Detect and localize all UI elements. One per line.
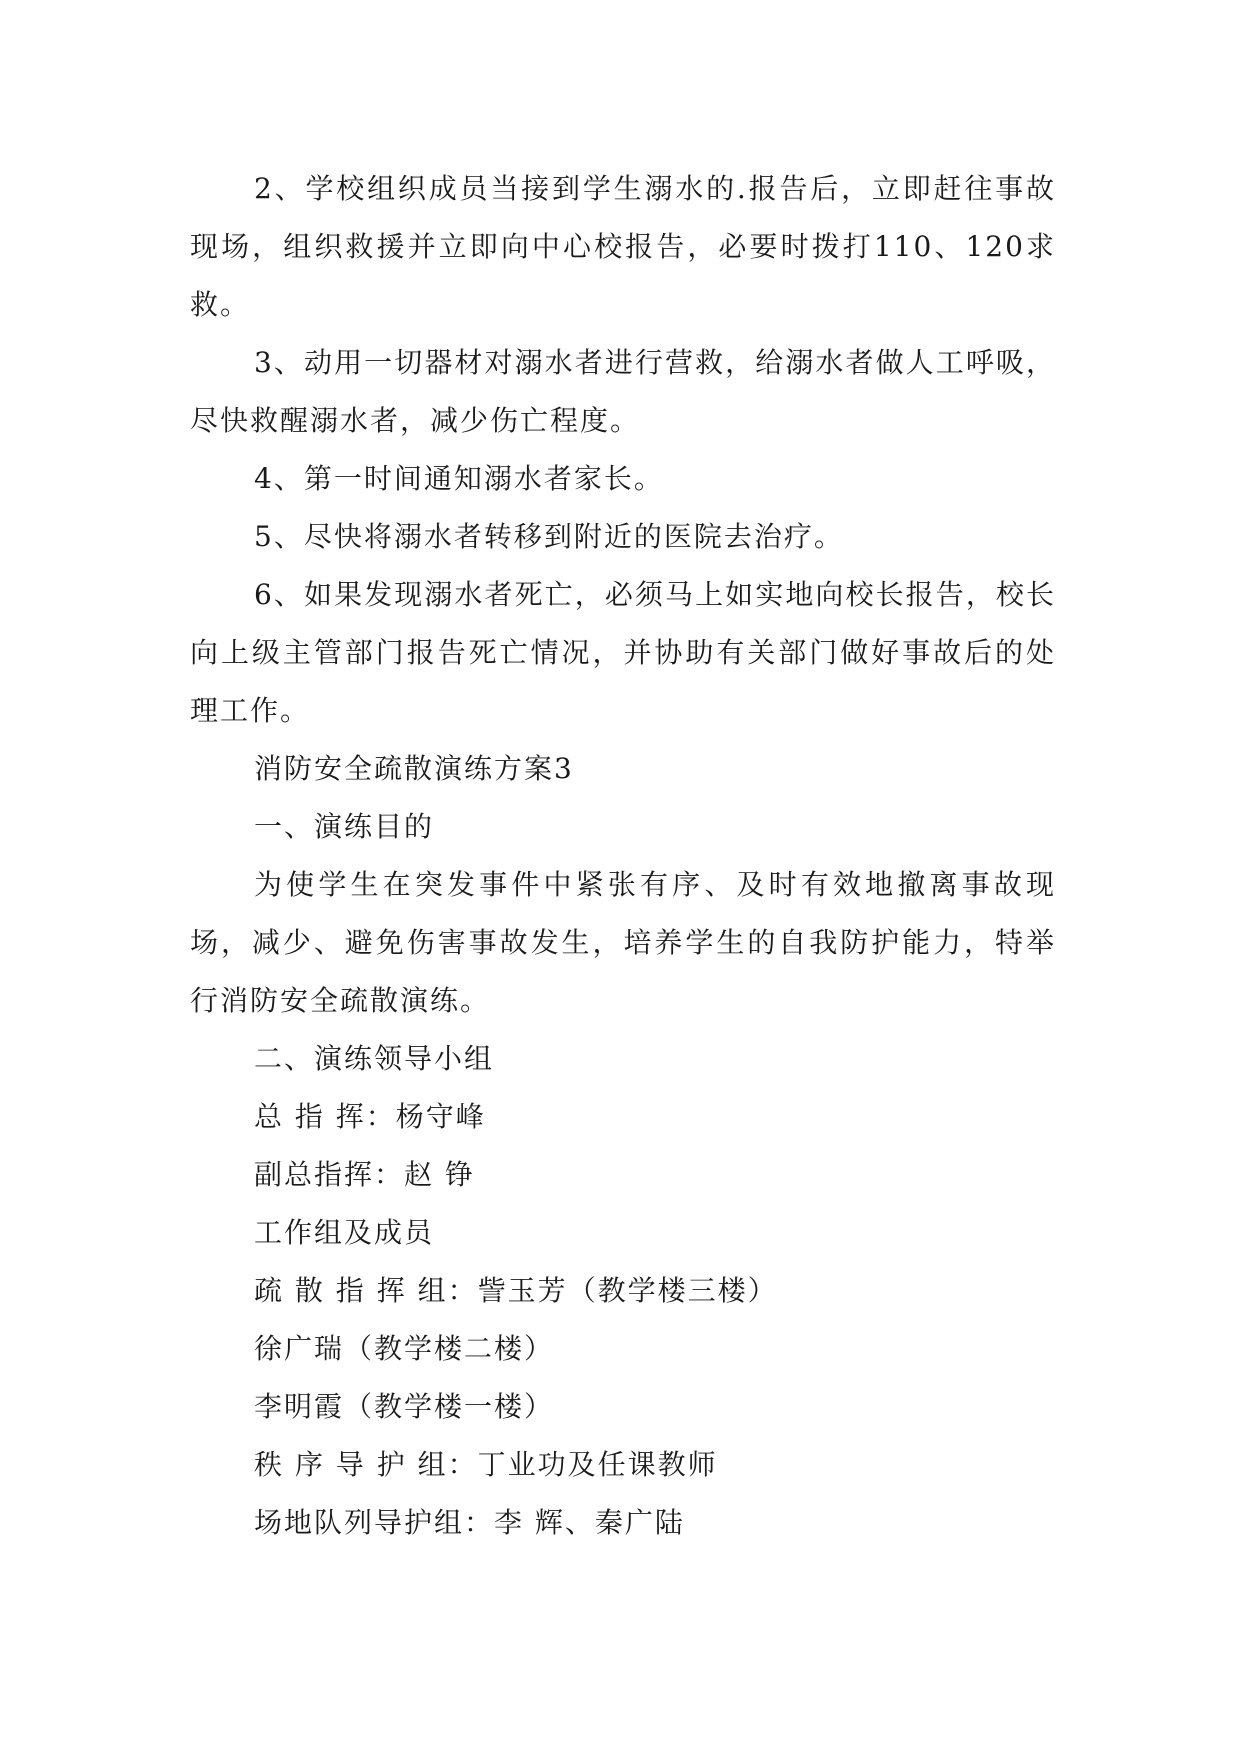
roster-deputy-commander: 副总指挥：赵 铮 xyxy=(254,1158,475,1191)
roster-evacuation-member: 徐广瑞（教学楼二楼） xyxy=(254,1332,555,1365)
roster-field-group: 场地队列导护组：李 辉、秦广陆 xyxy=(254,1506,685,1539)
document-body xyxy=(190,160,1056,1552)
paragraph-step-4: 4、第一时间通知溺水者家长。 xyxy=(254,462,664,495)
roster-order-group: 秩 序 导 护 组：丁业功及任课教师 xyxy=(254,1448,718,1481)
paragraph-step-3: 3、动用一切器材对溺水者进行营救，给溺水者做人工呼吸，尽快救醒溺水者，减少伤亡程度。 xyxy=(190,346,1056,437)
heading-leadership-group: 二、演练领导小组 xyxy=(254,1042,495,1075)
paragraph-drill-purpose: 为使学生在突发事件中紧张有序、及时有效地撤离事故现场，减少、避免伤害事故发生，培养学生的自我防护能力，特举行消防安全疏散演练。 xyxy=(190,868,1056,1017)
paragraph-step-6: 6、如果发现溺水者死亡，必须马上如实地向校长报告，校长向上级主管部门报告死亡情况，并协助有关部门做好事故后的处理工作。 xyxy=(190,578,1056,727)
roster-evacuation-group: 疏 散 指 挥 组：訾玉芳（教学楼三楼） xyxy=(254,1274,778,1307)
heading-drill-purpose: 一、演练目的 xyxy=(254,810,435,843)
roster-commander: 总 指 挥：杨守峰 xyxy=(254,1100,486,1133)
paragraph-step-5: 5、尽快将溺水者转移到附近的医院去治疗。 xyxy=(254,520,844,553)
roster-work-groups-heading: 工作组及成员 xyxy=(254,1216,435,1249)
section-title: 消防安全疏散演练方案3 xyxy=(254,752,574,785)
roster-evacuation-member: 李明霞（教学楼一楼） xyxy=(254,1390,555,1423)
paragraph-step-2: 2、学校组织成员当接到学生溺水的.报告后，立即赶往事故现场，组织救援并立即向中心校报告，必要时拨打110、120求救。 xyxy=(190,172,1056,321)
